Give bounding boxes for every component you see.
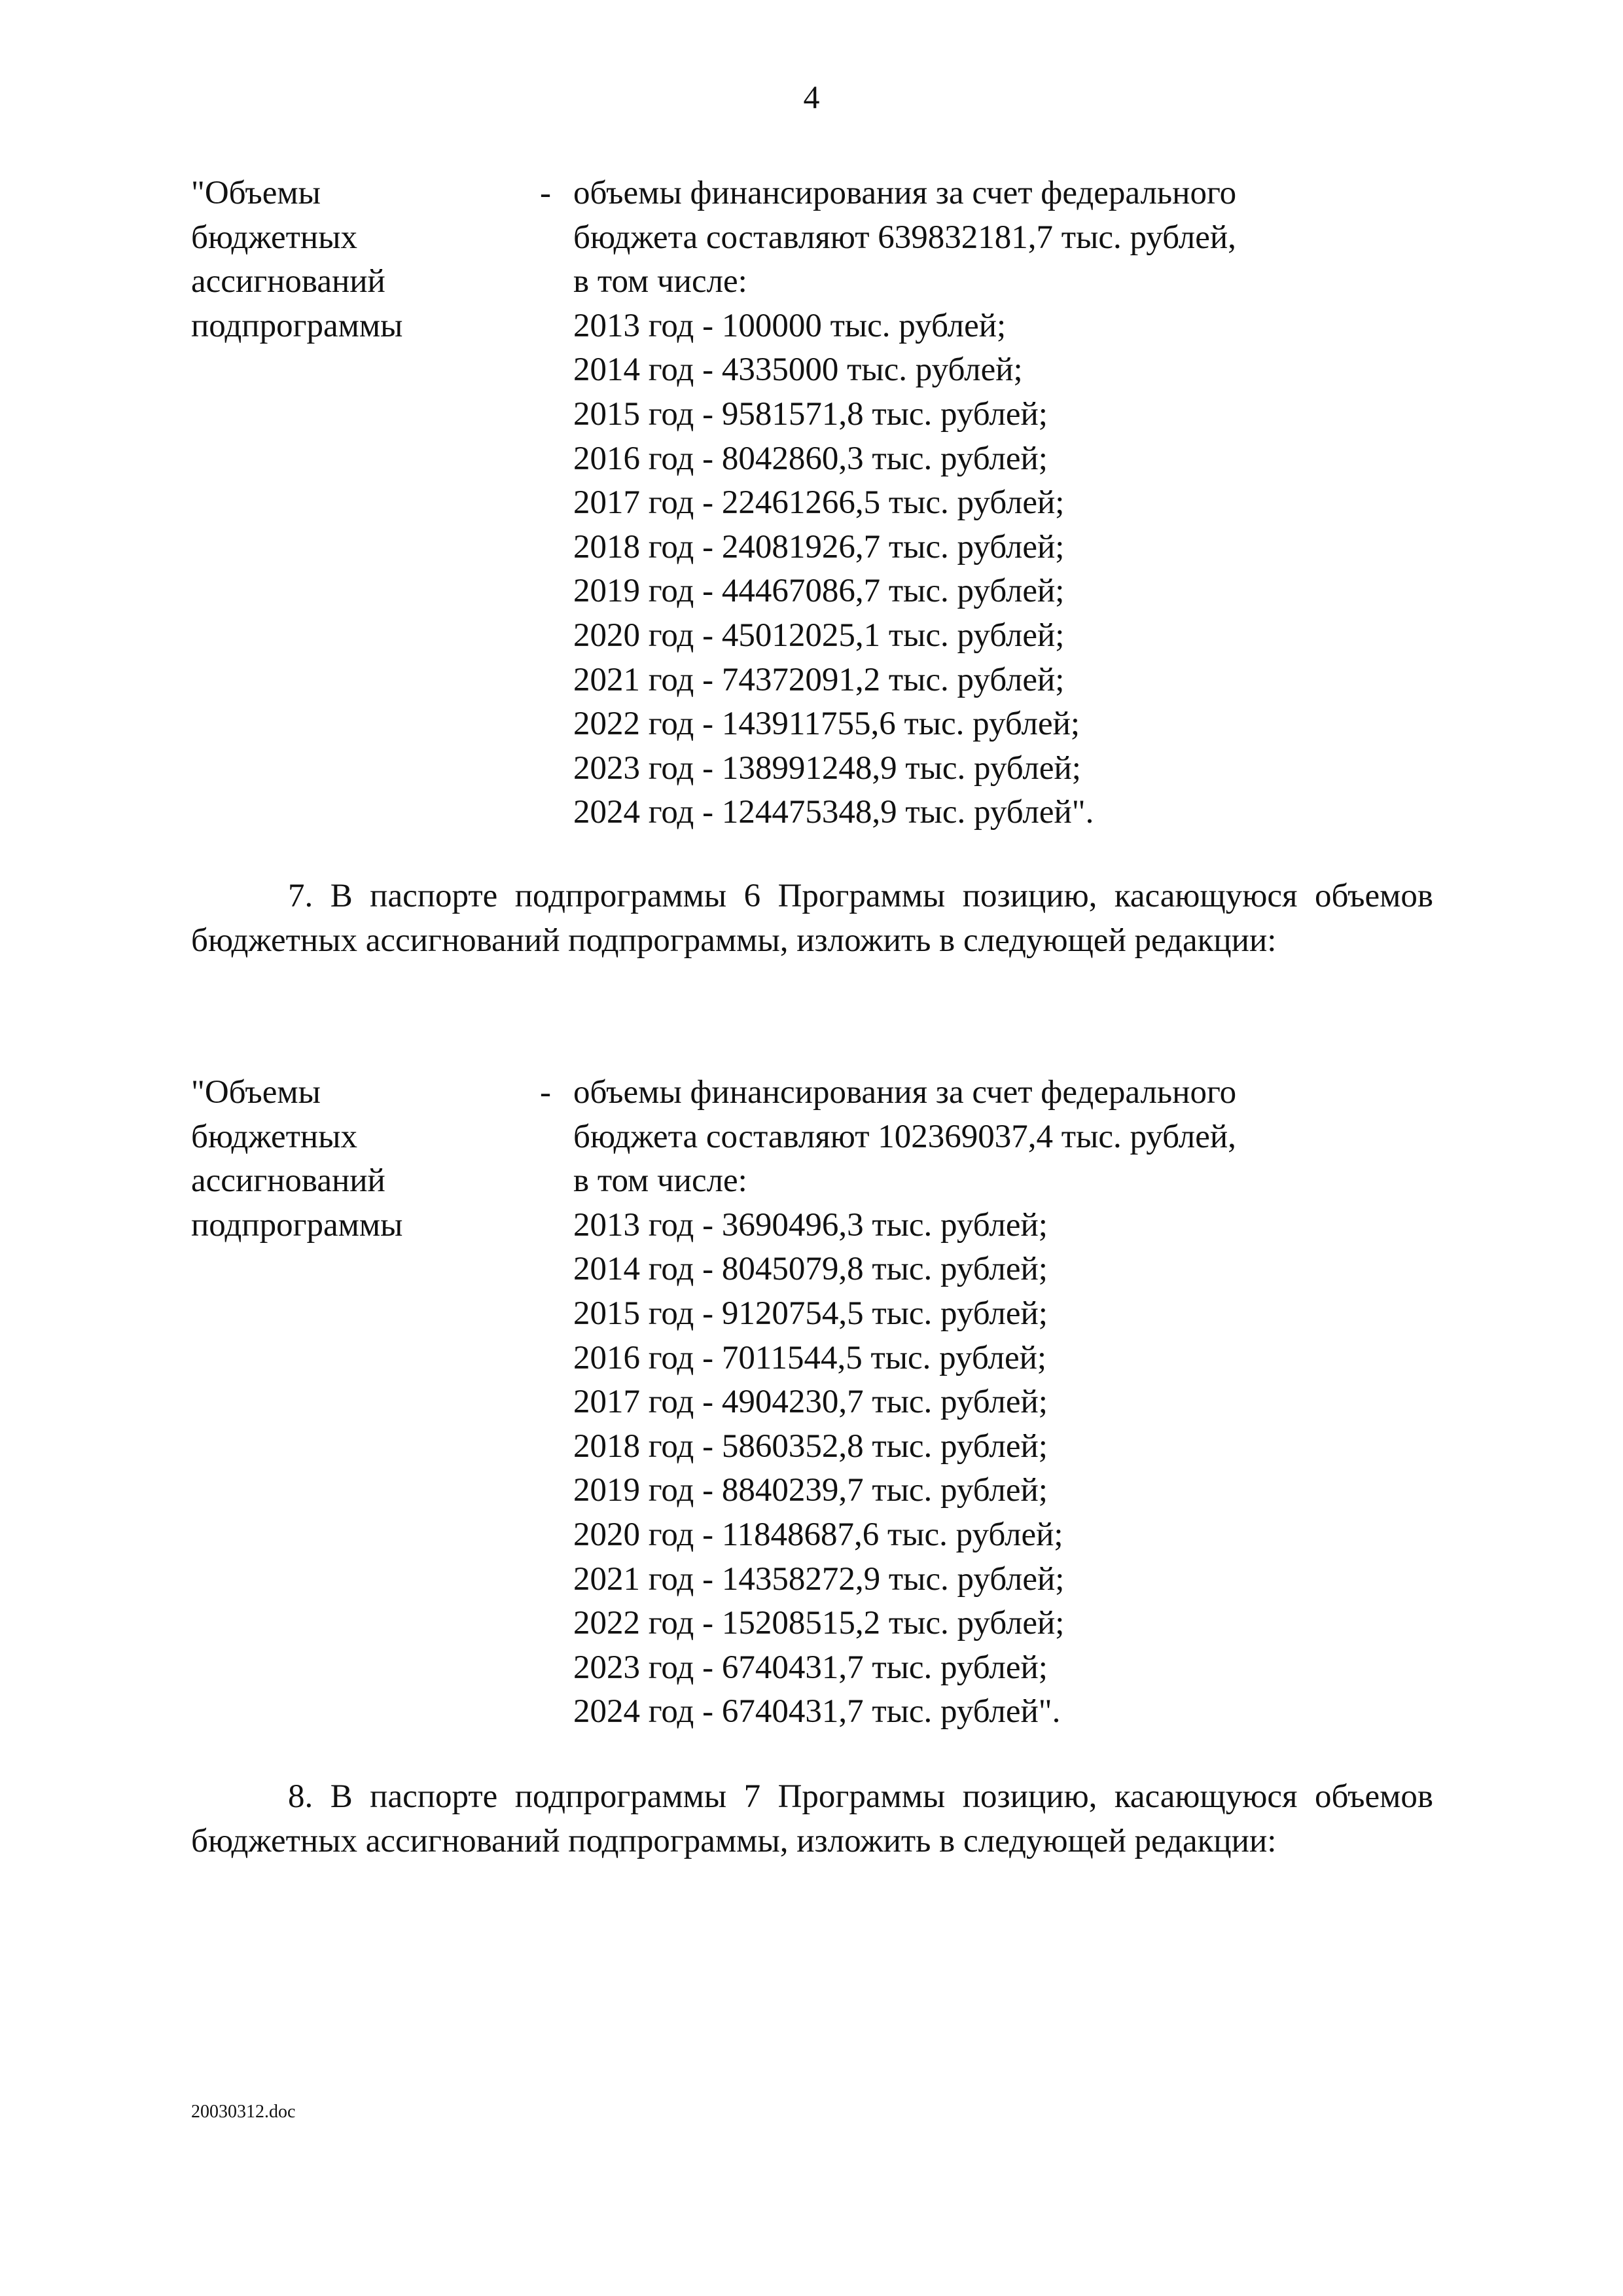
year-line-2019: 2019 год - 44467086,7 тыс. рублей; — [573, 573, 1065, 610]
amendment-text: 8. В паспорте подпрограммы 7 Программы позицию, касающуюся объемов бюджетных ассигнований подпрограммы, изложить в следующей редакции: — [191, 1778, 1433, 1859]
label-line: подпрограммы — [191, 307, 403, 344]
label-line: "Объемы — [191, 1074, 321, 1111]
label-line: бюджетных — [191, 219, 357, 256]
intro-line: в том числе: — [573, 1162, 747, 1200]
label-line: бюджетных — [191, 1118, 357, 1155]
label-line: ассигнований — [191, 263, 385, 300]
year-line-2013: 2013 год - 100000 тыс. рублей; — [573, 307, 1007, 344]
year-line-2015: 2015 год - 9120754,5 тыс. рублей; — [573, 1295, 1048, 1332]
intro-line: объемы финансирования за счет федерального — [573, 175, 1237, 211]
year-line-2015: 2015 год - 9581571,8 тыс. рублей; — [573, 395, 1048, 433]
intro-line: бюджета составляют 102369037,4 тыс. рублей, — [573, 1118, 1236, 1155]
page-number: 4 — [803, 79, 820, 115]
passport-value — [573, 171, 1424, 835]
year-line-2018: 2018 год - 24081926,7 тыс. рублей; — [573, 528, 1065, 565]
amendment-paragraph-7 — [191, 874, 1433, 963]
label-dash: - — [540, 175, 551, 211]
amendment-paragraph-8 — [191, 1775, 1433, 1863]
year-line-2020: 2020 год - 45012025,1 тыс. рублей; — [573, 617, 1065, 654]
year-line-2021: 2021 год - 14358272,9 тыс. рублей; — [573, 1560, 1065, 1598]
passport-label — [191, 171, 518, 348]
year-line-2014: 2014 год - 4335000 тыс. рублей; — [573, 351, 1023, 389]
year-line-2022: 2022 год - 15208515,2 тыс. рублей; — [573, 1605, 1065, 1642]
amendment-text: 7. В паспорте подпрограммы 6 Программы позицию, касающуюся объемов бюджетных ассигнований подпрограммы, изложить в следующей редакции: — [191, 878, 1433, 959]
passport-value — [573, 1071, 1424, 1734]
intro-line: в том числе: — [573, 263, 747, 300]
year-line-2024: 2024 год - 6740431,7 тыс. рублей". — [573, 1693, 1061, 1731]
label-line: ассигнований — [191, 1162, 385, 1200]
intro-line: объемы финансирования за счет федерального — [573, 1074, 1237, 1111]
year-line-2013: 2013 год - 3690496,3 тыс. рублей; — [573, 1206, 1048, 1244]
label-line: подпрограммы — [191, 1206, 403, 1244]
document-file-code: 20030312.doc — [191, 2102, 296, 2122]
intro-line: бюджета составляют 639832181,7 тыс. рублей, — [573, 219, 1236, 256]
year-line-2019: 2019 год - 8840239,7 тыс. рублей; — [573, 1472, 1048, 1509]
passport-label — [191, 1071, 518, 1247]
label-line: "Объемы — [191, 175, 321, 211]
year-line-2014: 2014 год - 8045079,8 тыс. рублей; — [573, 1251, 1048, 1288]
year-line-2022: 2022 год - 143911755,6 тыс. рублей; — [573, 706, 1080, 743]
label-dash: - — [540, 1074, 551, 1111]
year-line-2020: 2020 год - 11848687,6 тыс. рублей; — [573, 1516, 1063, 1553]
year-line-2016: 2016 год - 8042860,3 тыс. рублей; — [573, 440, 1048, 477]
year-line-2017: 2017 год - 4904230,7 тыс. рублей; — [573, 1384, 1048, 1421]
year-line-2016: 2016 год - 7011544,5 тыс. рублей; — [573, 1339, 1047, 1376]
year-line-2023: 2023 год - 138991248,9 тыс. рублей; — [573, 749, 1081, 787]
year-line-2018: 2018 год - 5860352,8 тыс. рублей; — [573, 1427, 1048, 1465]
year-line-2023: 2023 год - 6740431,7 тыс. рублей; — [573, 1649, 1048, 1686]
year-line-2021: 2021 год - 74372091,2 тыс. рублей; — [573, 661, 1065, 698]
year-line-2017: 2017 год - 22461266,5 тыс. рублей; — [573, 484, 1065, 522]
year-line-2024: 2024 год - 124475348,9 тыс. рублей". — [573, 794, 1094, 831]
